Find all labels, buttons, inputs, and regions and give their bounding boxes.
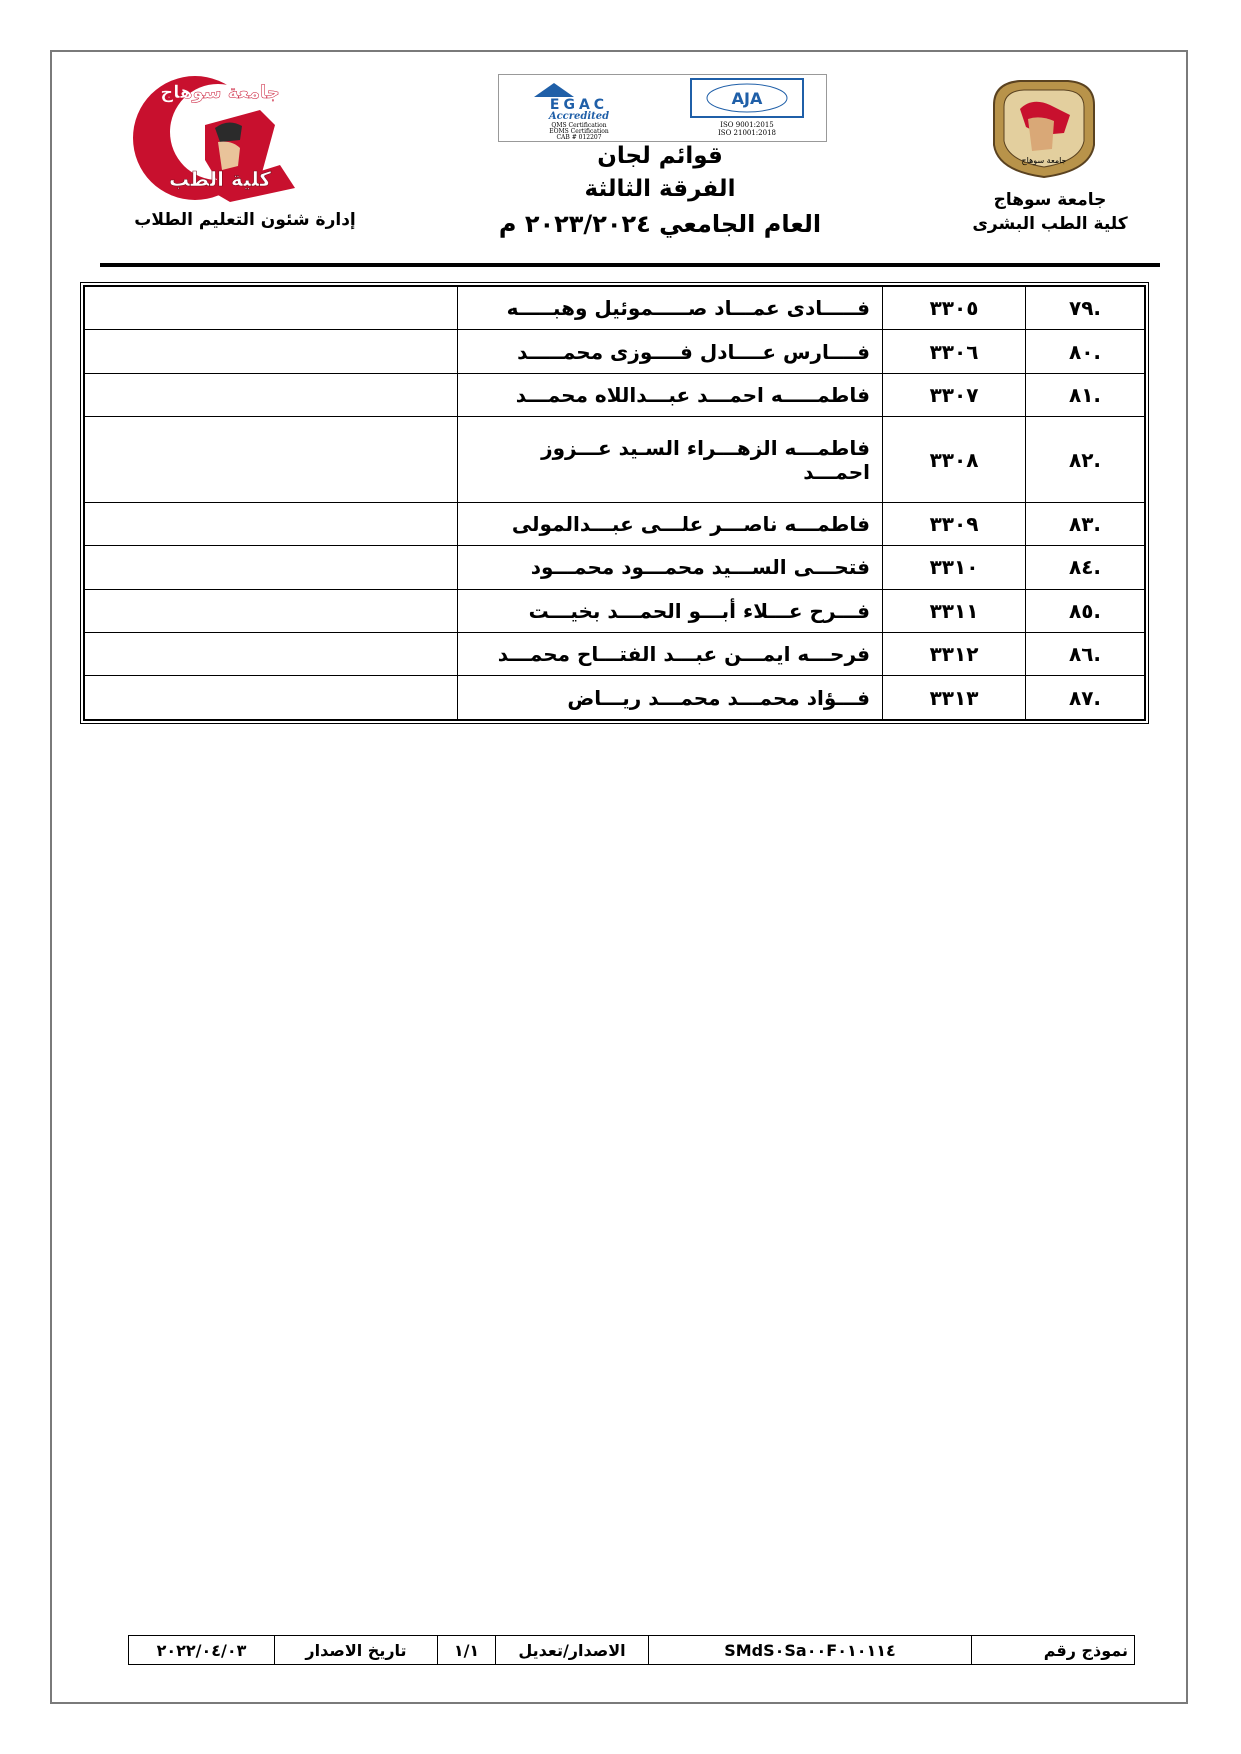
- edition-value: ١/١: [438, 1636, 496, 1665]
- blank-cell: [85, 502, 458, 545]
- blank-cell: [85, 633, 458, 676]
- accredited-text: Accredited: [548, 111, 610, 122]
- document-title: [450, 140, 870, 242]
- blank-cell: [85, 287, 458, 330]
- student-list-table: [80, 282, 1149, 724]
- row-index: .٨٣: [1026, 502, 1145, 545]
- blank-cell: [85, 330, 458, 373]
- table-row: [85, 330, 1145, 373]
- row-index: .٨٤: [1026, 546, 1145, 589]
- form-number-value: SMdS٠Sa٠٠F٠١٠١١٤: [649, 1636, 972, 1665]
- university-line: جامعة سوهاج: [993, 190, 1107, 210]
- table-row: [85, 546, 1145, 589]
- student-name: فـــرح عـــلاء أبـــو الحمـــد بخيـــت: [458, 589, 883, 632]
- blank-cell: [85, 546, 458, 589]
- university-name: [960, 188, 1140, 236]
- row-index: .٨٦: [1026, 633, 1145, 676]
- svg-text:جامعة سوهاج: جامعة سوهاج: [160, 82, 280, 103]
- student-name: فـــــادى عمـــاد صـــــموئيل وهبـــــه: [458, 287, 883, 330]
- header-divider: [100, 263, 1160, 267]
- title-academic-year: العام الجامعي ٢٠٢٣/٢٠٢٤ م: [498, 210, 822, 238]
- table-row: [85, 633, 1145, 676]
- seat-number: ٣٣١١: [883, 589, 1026, 632]
- svg-text:جامعة سوهاج: جامعة سوهاج: [1021, 156, 1067, 165]
- faculty-logo-top-text: [150, 72, 290, 112]
- title-year-level: الفرقة الثالثة: [584, 176, 736, 202]
- student-name: فاطمـــه ناصـــر علـــى عبـــدالمولى: [458, 502, 883, 545]
- issue-date-value: ٢٠٢٢/٠٤/٠٣: [129, 1636, 275, 1665]
- student-name: فاطمـــــه احمـــد عبـــداللاه محمـــد: [458, 373, 883, 416]
- seat-number: ٣٣٠٥: [883, 287, 1026, 330]
- certification-badges: [498, 74, 827, 142]
- row-index: .٧٩: [1026, 287, 1145, 330]
- svg-text:ISO 21001:2018: ISO 21001:2018: [718, 129, 776, 137]
- seat-number: ٣٣٠٩: [883, 502, 1026, 545]
- form-footer-table: [128, 1635, 1135, 1665]
- table-row: [85, 417, 1145, 502]
- student-name: فـــؤاد محمـــد محمـــد ريـــاض: [458, 676, 883, 720]
- student-name: فرحـــه ايمـــن عبـــد الفتـــاح محمـــد: [458, 633, 883, 676]
- row-index: .٨٢: [1026, 417, 1145, 502]
- edition-label: الاصدار/تعديل: [496, 1636, 649, 1665]
- student-rows: [84, 286, 1145, 720]
- seat-number: ٣٣١٠: [883, 546, 1026, 589]
- seat-number: ٣٣١٢: [883, 633, 1026, 676]
- table-row: [85, 287, 1145, 330]
- faculty-line: كلية الطب البشرى: [972, 214, 1128, 234]
- form-number-label: نموذج رقم: [972, 1636, 1135, 1665]
- issue-date-label: تاريخ الاصدار: [275, 1636, 438, 1665]
- row-index: .٨٧: [1026, 676, 1145, 720]
- seat-number: ٣٣٠٦: [883, 330, 1026, 373]
- title-committee-lists: قوائم لجان: [597, 143, 723, 169]
- row-index: .٨٥: [1026, 589, 1145, 632]
- svg-text:كلية الطب: كلية الطب: [168, 167, 272, 191]
- student-name: فــــارس عــــادل فــــوزى محمـــــد: [458, 330, 883, 373]
- seat-number: ٣٣٠٧: [883, 373, 1026, 416]
- blank-cell: [85, 589, 458, 632]
- svg-text:EOMS Certification: EOMS Certification: [549, 128, 609, 135]
- blank-cell: [85, 373, 458, 416]
- department-name: إدارة شئون التعليم الطلاب: [134, 210, 356, 230]
- table-row: [85, 676, 1145, 720]
- svg-text:QMS Certification: QMS Certification: [551, 122, 607, 129]
- row-index: .٨٠: [1026, 330, 1145, 373]
- svg-text:ISO 9001:2015: ISO 9001:2015: [720, 121, 774, 129]
- svg-text:CAB # 012207: CAB # 012207: [556, 134, 602, 139]
- faculty-logo-bottom-text: [145, 160, 295, 200]
- table-row: [85, 373, 1145, 416]
- egac-text: EGAC: [549, 97, 609, 113]
- row-index: .٨١: [1026, 373, 1145, 416]
- student-name: فاطمـــه الزهـــراء السـيد عـــزوز احمـــد: [458, 417, 883, 502]
- university-seal: [980, 75, 1108, 180]
- blank-cell: [85, 676, 458, 720]
- seat-number: ٣٣٠٨: [883, 417, 1026, 502]
- seat-number: ٣٣١٣: [883, 676, 1026, 720]
- table-row: [85, 502, 1145, 545]
- table-row: [85, 589, 1145, 632]
- blank-cell: [85, 417, 458, 502]
- form-footer: [128, 1635, 1135, 1665]
- certification-logos: [499, 75, 824, 139]
- student-name: فتحـــى الســـيد محمـــود محمـــود: [458, 546, 883, 589]
- aja-text: AJA: [731, 89, 763, 108]
